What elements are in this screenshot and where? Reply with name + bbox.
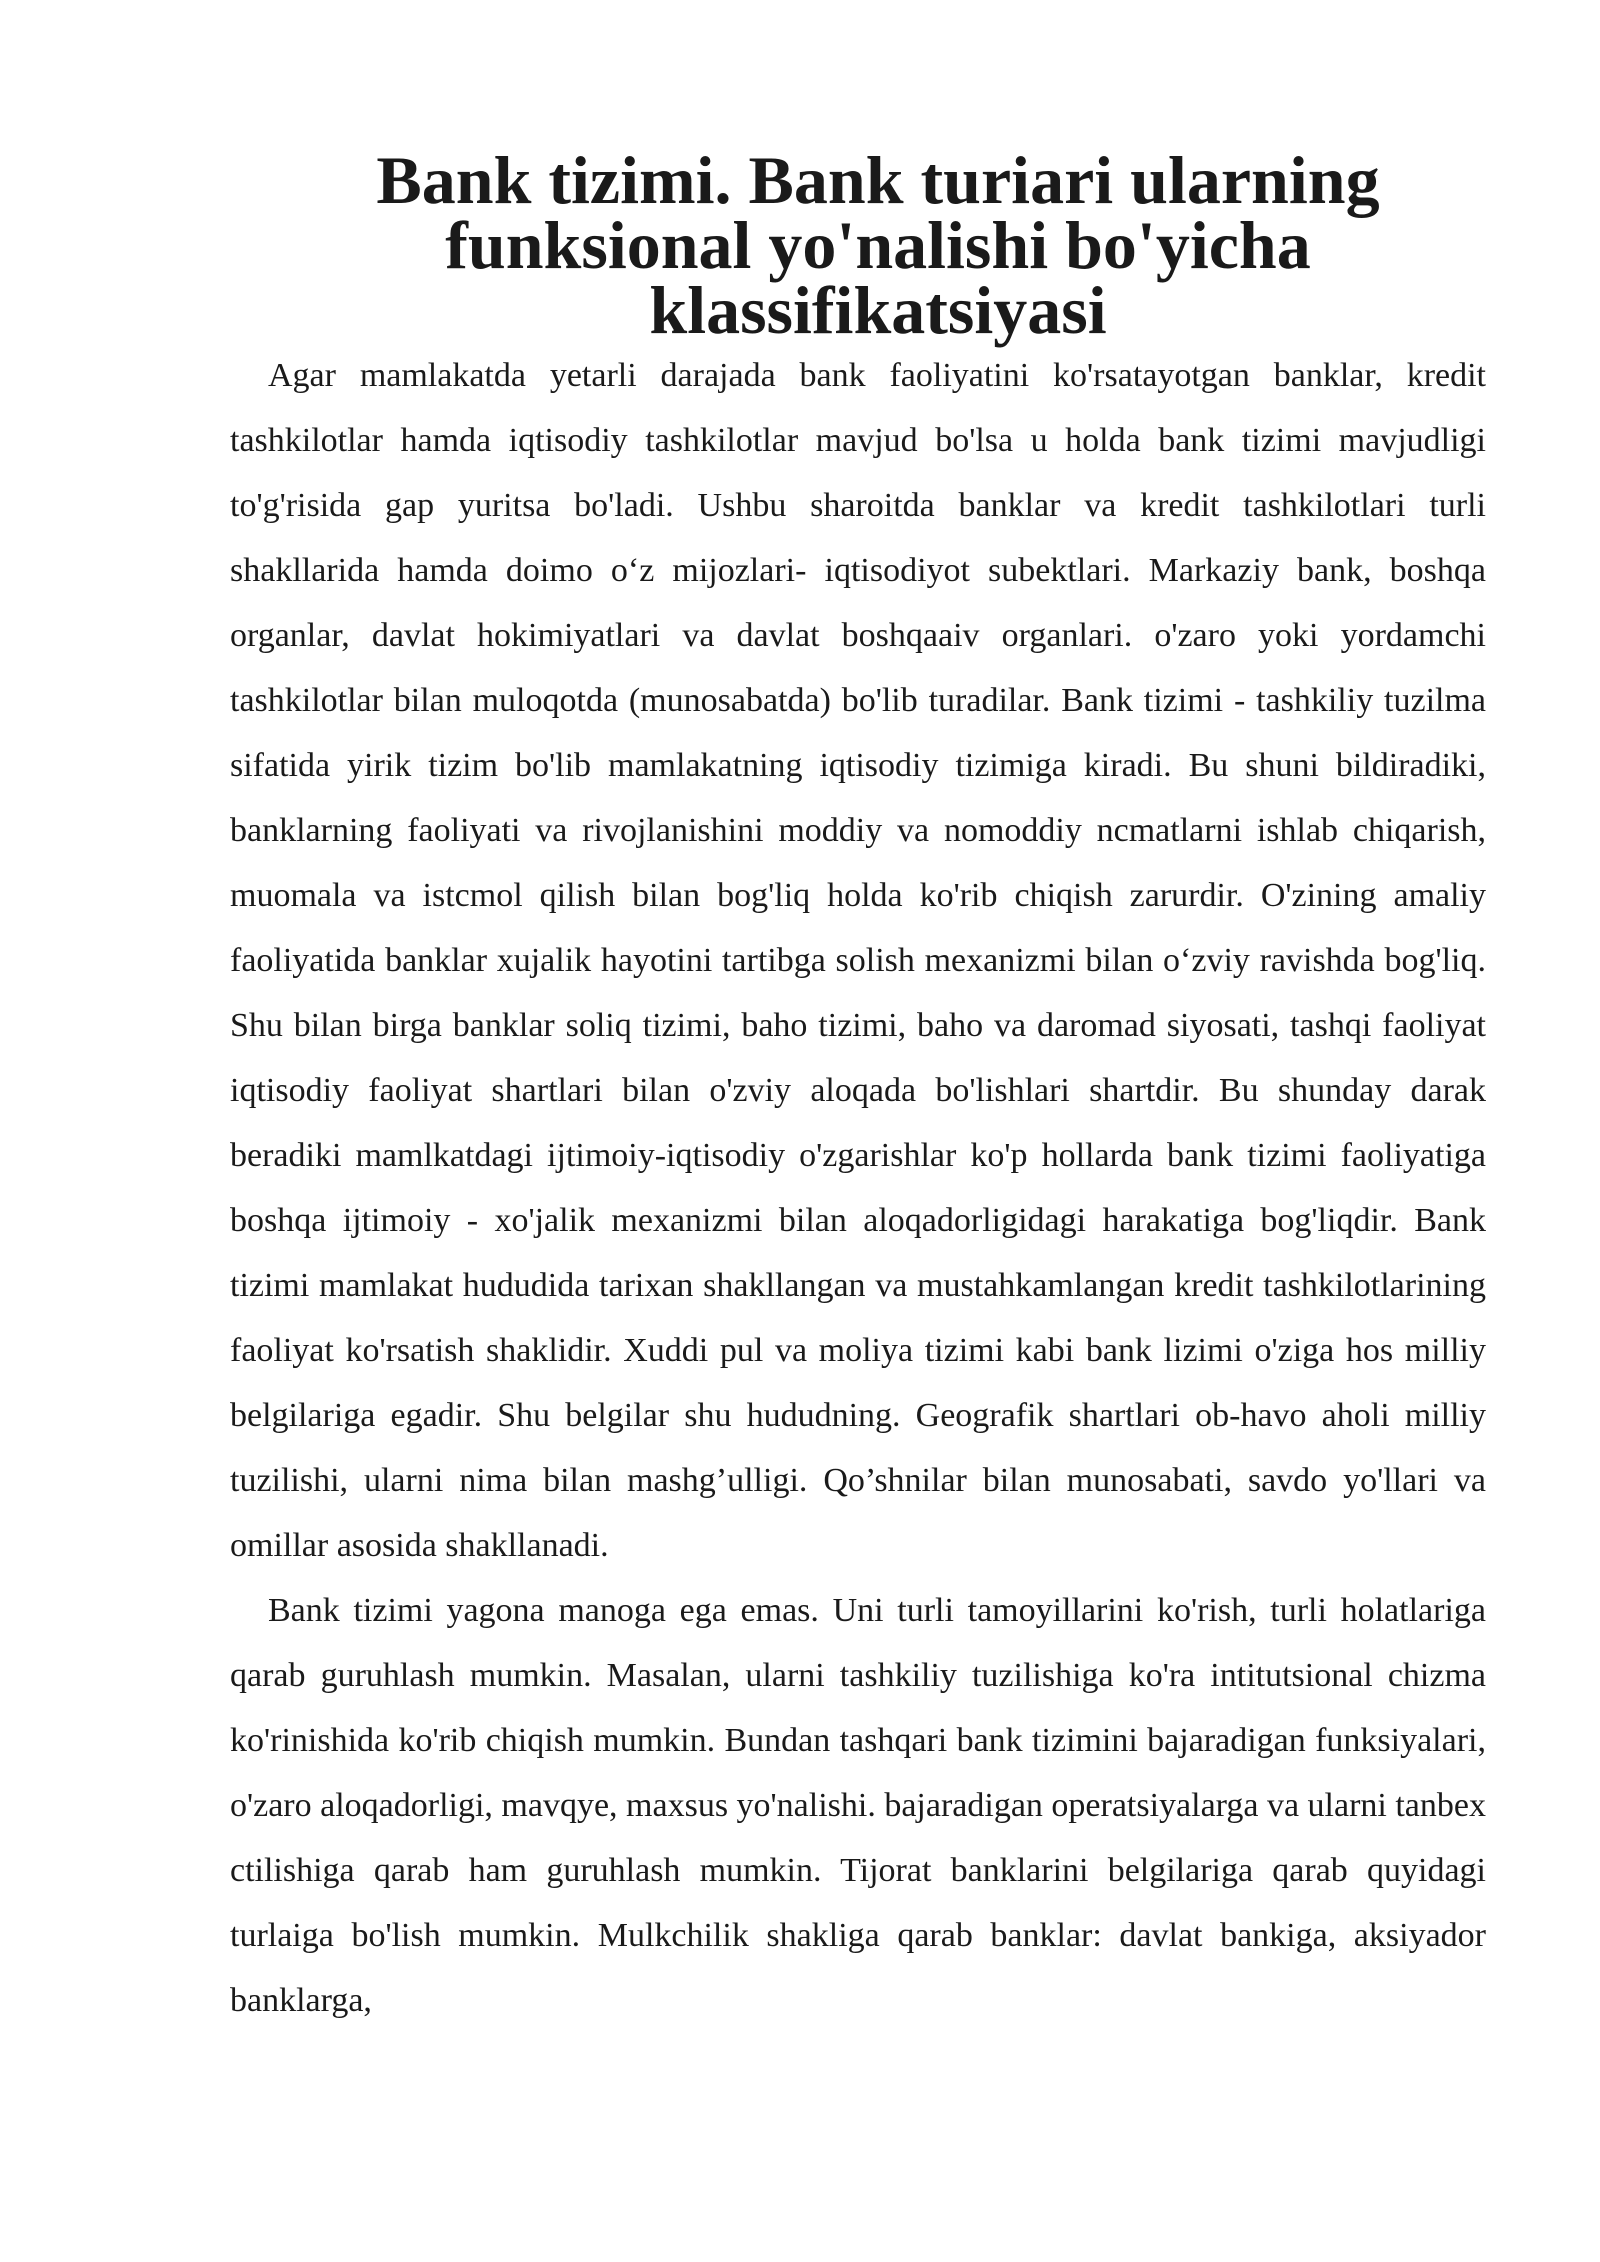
document-title: Bank tizimi. Bank turiari ularning funksional yo'nalishi bo'yicha klassifikatsiyasi: [376, 142, 1380, 348]
document-page: [230, 142, 1486, 2033]
paragraph-1: Agar mamlakatda yetarli darajada bank faoliyatini ko'rsatayotgan banklar, kredit tashkilotlar hamda iqtisodiy tashkilotlar mavjud bo'lsa u holda bank tizimi mavjudligi to'g'risida gap yuritsa bo'ladi. Ushbu sharoitda banklar va kredit tashkilotlari turli shakllarida hamda doimo o‘z mijozlari- iqtisodiyot subektlari. Markaziy bank, boshqa organlar, davlat hokimiyatlari va davlat boshqaaiv organlari. o'zaro yoki yordamchi tashkilotlar bilan muloqotda (munosabatda) bo'lib turadilar. Bank tizimi - tashkiliy tuzilma sifatida yirik tizim bo'lib mamlakatning iqtisodiy tizimiga kiradi. Bu shuni bildiradiki, banklarning faoliyati va rivojlanishini moddiy va nomoddiy ncmatlarni ishlab chiqarish, muomala va istcmol qilish bilan bog'liq holda ko'rib chiqish zarurdir. O'zining amaliy faoliyatida banklar xujalik hayotini tartibga solish mexanizmi bilan o‘zviy ravishda bog'liq. Shu bilan birga banklar soliq tizimi, baho tizimi, baho va daromad siyosati, tashqi faoliyat iqtisodiy faoliyat shartlari bilan o'zviy aloqada bo'lishlari shartdir. Bu shunday darak beradiki mamlkatdagi ijtimoiy-iqtisodiy o'zgarishlar ko'p hollarda bank tizimi faoliyatiga boshqa ijtimoiy - xo'jalik mexanizmi bilan aloqadorligidagi harakatiga bog'liqdir. Bank tizimi mamlakat hududida tarixan shakllangan va mustahkamlangan kredit tashkilotlarining faoliyat ko'rsatish shaklidir. Xuddi pul va moliya tizimi kabi bank lizimi o'ziga hos milliy belgilariga egadir. Shu belgilar shu hududning. Geografik shartlari ob-havo aholi milliy tuzilishi, ularni nima bilan mashg’ulligi. Qo’shnilar bilan munosabati, savdo yo'llari va omillar asosida shakllanadi.: [230, 357, 1486, 1564]
paragraph-2: Bank tizimi yagona manoga ega emas. Uni turli tamoyillarini ko'rish, turli holatlariga qarab guruhlash mumkin. Masalan, ularni tashkiliy tuzilishiga ko'ra intitutsional chizma ko'rinishida ko'rib chiqish mumkin. Bundan tashqari bank tizimini bajaradigan funksiyalari, o'zaro aloqadorligi, mavqye, maxsus yo'nalishi. bajaradigan operatsiyalarga va ularni tanbex ctilishiga qarab ham guruhlash mumkin. Tijorat banklarini belgilariga qarab quyidagi turlaiga bo'lish mumkin. Mulkchilik shakliga qarab banklar: davlat bankiga, aksiyador banklarga,: [230, 1592, 1486, 2019]
